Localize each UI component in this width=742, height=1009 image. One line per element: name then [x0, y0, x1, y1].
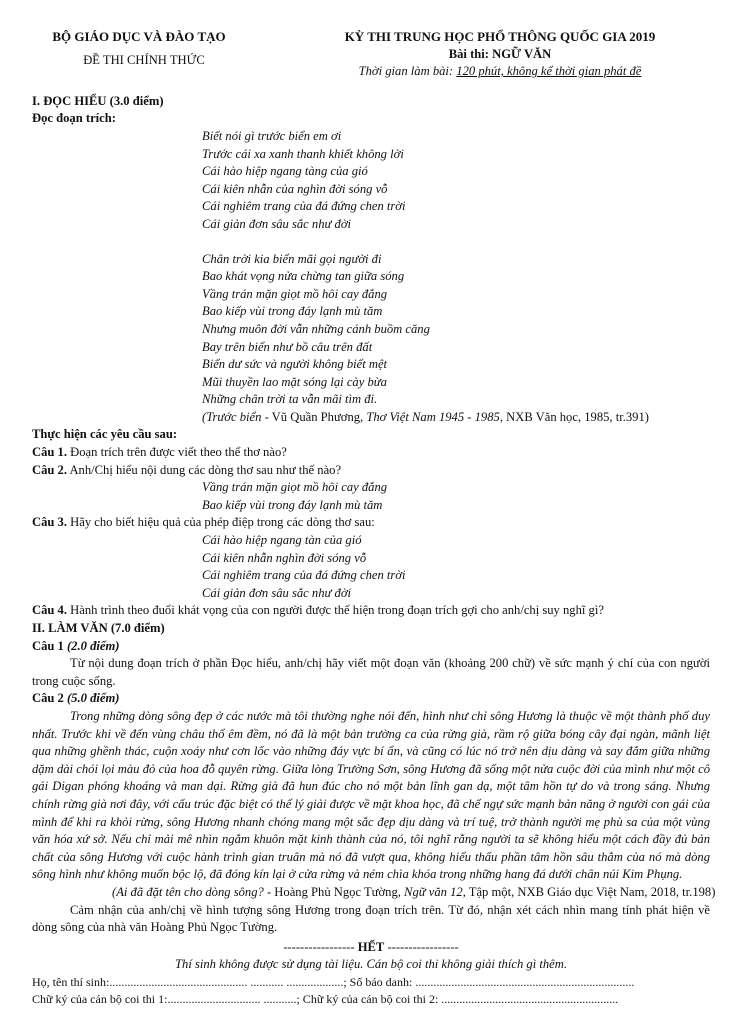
part2-heading: II. LÀM VĂN (7.0 điểm) — [32, 621, 165, 635]
poem-stanza-2 — [32, 251, 710, 409]
exam-body — [32, 93, 716, 1009]
c1-prompt: Từ nội dung đoạn trích ở phần Đọc hiểu, anh/chị hãy viết một đoạn văn (khoảng 200 chữ) về sức mạnh ý chí của con người trong cuộc sống. — [32, 656, 710, 688]
candidate-info-line: Họ, tên thí sinh:.............................................. ........... ...................; Số báo danh: ......................................................................... — [32, 974, 635, 989]
time-prefix: Thời gian làm bài: — [358, 64, 457, 79]
c2-source: (Ai đã đặt tên cho dòng sông? - Hoàng Phủ Ngọc Tường, Ngữ văn 12, Tập một, NXB Giáo dục Việt Nam, 2018, tr.198) — [112, 884, 716, 899]
q3-line: Cái giản đơn sâu sắc như đời — [202, 585, 352, 600]
time-value: 120 phút, không kể thời gian phát đề — [456, 64, 642, 79]
question-3: Câu 3. Hãy cho biết hiệu quả của phép điệp trong các dòng thơ sau: — [32, 515, 375, 530]
question-1: Câu 1. Đoạn trích trên được viết theo thể thơ nào? — [32, 445, 287, 460]
poem-line: Cái nghiêm trang của đá đứng chen trời — [202, 199, 406, 214]
read-label: Đọc đoạn trích: — [32, 111, 116, 126]
exam-note: Thí sinh không được sử dụng tài liệu. Cán bộ coi thi không giải thích gì thêm. — [175, 957, 567, 972]
official-label: ĐỀ THI CHÍNH THỨC — [83, 52, 205, 67]
q3-line: Cái nghiêm trang của đá đứng chen trời — [202, 568, 406, 583]
poem-line: Chân trời kia biển mãi gọi người đi — [202, 251, 382, 266]
header-right — [290, 28, 710, 81]
poem-line: Biển dư sức và người không biết mệt — [202, 357, 388, 372]
question-4: Câu 4. Hành trình theo đuổi khát vọng của con người được thể hiện trong đoạn trích gợi cho anh/chị suy nghĩ gì? — [32, 603, 604, 618]
poem-line: Cái kiên nhẫn của nghìn đời sóng vỗ — [202, 181, 388, 196]
c2-passage: Trong những dòng sông đẹp ở các nước mà tôi thường nghe nói đến, hình như chỉ sông Hương là thuộc về một thành phố duy nhất. Trước khi về đến vùng châu thổ êm đềm, nó đã là một bản trường ca của rừng già, rầm rộ giữa bóng cây đại ngàn, mãnh liệt qua những ghềnh thác, cuộn xoáy như cơn lốc vào những đáy vực bí ẩn, và cũng có lúc nó trở nên dịu dàng và say đắm giữa những dặm dài chói lọi màu đỏ của hoa đỗ quyên rừng. Giữa lòng Trường Sơn, sông Hương đã sống một nửa cuộc đời của mình như một cô gái Digan phóng khoáng và man dại. Rừng già đã hun đúc cho nó một bản lĩnh gan dạ, một tâm hồn tự do và trong sáng. Nhưng chính rừng già nơi đây, với cấu trúc đặc biệt có thể lý giải được về mặt khoa học, đã chế ngự sức mạnh bản năng ở người con gái của mình để khi ra khỏi rừng, sông Hương nhanh chóng mang một sắc đẹp dịu dàng và trí tuệ, trở thành người mẹ phù sa của một vùng văn hóa xứ sở. Nếu chỉ mải mê nhìn ngắm khuôn mặt kinh thành của nó, tôi nghĩ rằng người ta sẽ không hiểu một cách đầy đủ bản chất của sông Hương với cuộc hành trình gian truân mà nó đã vượt qua, không hiểu thấu phần tâm hồn sâu thẳm của nó mà dòng sông hình như không muốn bộc lộ, đã đóng kín lại ở cửa rừng và ném chìa khóa trong những hang đá dưới chân núi Kim Phụng. — [32, 708, 710, 882]
part1-heading: I. ĐỌC HIỂU (3.0 điểm) — [32, 93, 164, 108]
time-line — [290, 63, 710, 81]
poem-line: Nhưng muôn đời vẫn những cánh buồm căng — [202, 321, 430, 336]
q2-line: Bao kiếp vùi trong đáy lạnh mù tăm — [202, 497, 383, 512]
c1-heading: Câu 1 (2.0 điểm) — [32, 638, 120, 653]
header-left — [32, 28, 282, 81]
poem-line: Những chân trời ta vẫn mãi tìm đi. — [202, 392, 378, 407]
poem-citation: (Trước biển - Vũ Quần Phương, Thơ Việt Nam 1945 - 1985, NXB Văn học, 1985, tr.391) — [202, 409, 649, 424]
poem-line: Trước cái xa xanh thanh khiết không lời — [202, 146, 404, 161]
poem-line: Mũi thuyền lao mặt sóng lại cày bừa — [202, 374, 387, 389]
poem-stanza-1 — [32, 128, 710, 234]
poem-line: Cái hào hiệp ngang tàng của gió — [202, 164, 368, 179]
stanza-gap — [32, 234, 710, 251]
subject-title: Bài thi: NGỮ VĂN — [448, 46, 552, 61]
c2-task: Cảm nhận của anh/chị về hình tượng sông Hương trong đoạn trích trên. Từ đó, nhận xét cách nhìn mang tính phát hiện về dòng sông của nhà văn Hoàng Phủ Ngọc Tường. — [32, 902, 710, 935]
exam-title: KỲ THI TRUNG HỌC PHỔ THÔNG QUỐC GIA 2019 — [344, 29, 656, 44]
q3-line: Cái hào hiệp ngang tàn của gió — [202, 533, 362, 548]
tasks-label: Thực hiện các yêu cầu sau: — [32, 427, 178, 442]
c2-heading: Câu 2 (5.0 điểm) — [32, 691, 120, 706]
poem-line: Bay trên biển như bồ câu trên đất — [202, 339, 373, 354]
ministry-name: BỘ GIÁO DỤC VÀ ĐÀO TẠO — [52, 29, 226, 44]
poem-line: Biết nói gì trước biển em ơi — [202, 128, 342, 143]
end-marker: ----------------- HẾT ----------------- — [283, 939, 459, 954]
q2-line: Vầng trán mặn giọt mồ hôi cay đắng — [202, 480, 388, 495]
poem-line: Bao khát vọng nửa chừng tan giữa sóng — [202, 269, 405, 284]
poem-line: Vầng trán mặn giọt mồ hôi cay đắng — [202, 286, 388, 301]
proctor-sign-line: Chữ ký của cán bộ coi thi 1:............................... ...........; Chữ ký của cán bộ coi thi 2: ........................................................... — [32, 992, 619, 1007]
poem-line: Bao kiếp vùi trong đáy lạnh mù tăm — [202, 304, 383, 319]
poem-line: Cái giản đơn sâu sắc như đời — [202, 216, 352, 231]
q3-line: Cái kiên nhẫn nghìn đời sóng vỗ — [202, 550, 367, 565]
document-header — [32, 28, 710, 81]
question-2: Câu 2. Anh/Chị hiểu nội dung các dòng thơ sau như thế nào? — [32, 462, 342, 477]
